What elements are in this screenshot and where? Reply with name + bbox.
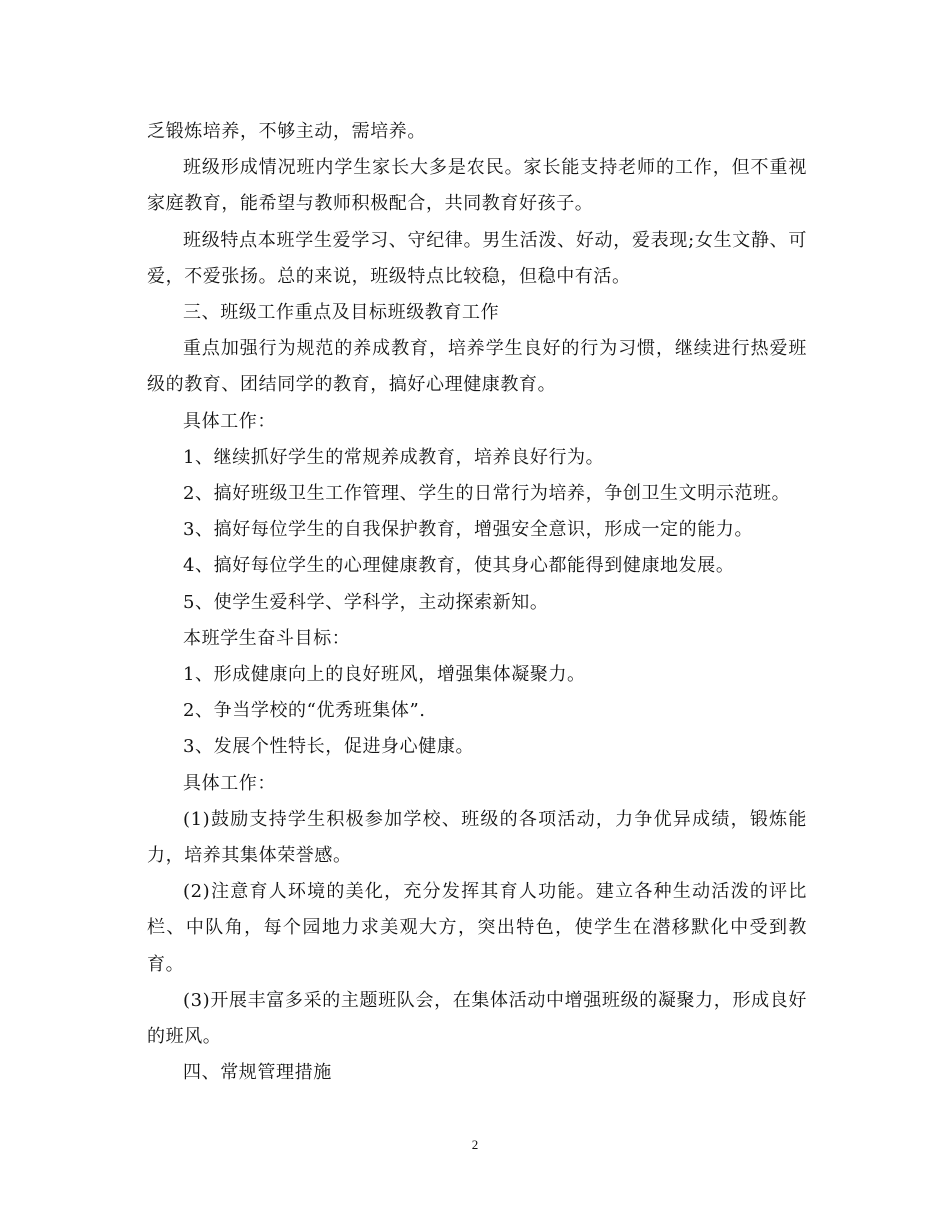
subheading: 具体工作： <box>183 772 276 794</box>
list-item: 5、使学生爱科学、学科学，主动探索新知。 <box>183 591 549 613</box>
paragraph: 班级形成情况班内学生家长大多是农民。家长能支持老师的工作，但不重视家庭教育，能希望与教师积极配合，共同教育好孩子。 <box>147 157 807 215</box>
list-item: 3、发展个性特长，促进身心健康。 <box>183 736 475 758</box>
document-body <box>147 114 807 1091</box>
list-item: 2、搞好班级卫生工作管理、学生的日常行为培养，争创卫生文明示范班。 <box>183 483 791 505</box>
list-item: 1、形成健康向上的良好班风，增强集体凝聚力。 <box>183 664 586 686</box>
paragraph: 重点加强行为规范的养成教育，培养学生良好的行为习惯，继续进行热爱班级的教育、团结同学的教育，搞好心理健康教育。 <box>147 338 807 396</box>
list-item: (1)鼓励支持学生积极参加学校、班级的各项活动，力争优异成绩，锻炼能力，培养其集体荣誉感。 <box>147 808 807 867</box>
list-item: 3、搞好每位学生的自我保护教育，增强安全意识，形成一定的能力。 <box>183 519 754 541</box>
page-number: 2 <box>471 1137 479 1152</box>
paragraph: 乏锻炼培养，不够主动，需培养。 <box>147 121 426 142</box>
list-item: 4、搞好每位学生的心理健康教育，使其身心都能得到健康地发展。 <box>183 555 735 577</box>
subheading: 具体工作： <box>183 410 276 432</box>
subheading: 本班学生奋斗目标： <box>183 627 351 649</box>
section-heading: 四、常规管理措施 <box>183 1062 332 1084</box>
list-item: (3)开展丰富多采的主题班队会，在集体活动中增强班级的凝聚力，形成良好的班风。 <box>147 989 807 1048</box>
paragraph: 班级特点本班学生爱学习、守纪律。男生活泼、好动，爱表现;女生文静、可爱，不爱张扬。总的来说，班级特点比较稳，但稳中有活。 <box>147 229 807 287</box>
list-item: 2、争当学校的“优秀班集体”. <box>183 700 426 722</box>
list-item: (2)注意育人环境的美化，充分发挥其育人功能。建立各种生动活泼的评比栏、中队角，每个园地力求美观大方，突出特色，使学生在潜移默化中受到教育。 <box>147 881 807 975</box>
list-item: 1、继续抓好学生的常规养成教育，培养良好行为。 <box>183 446 605 468</box>
section-heading: 三、班级工作重点及目标班级教育工作 <box>183 302 500 324</box>
